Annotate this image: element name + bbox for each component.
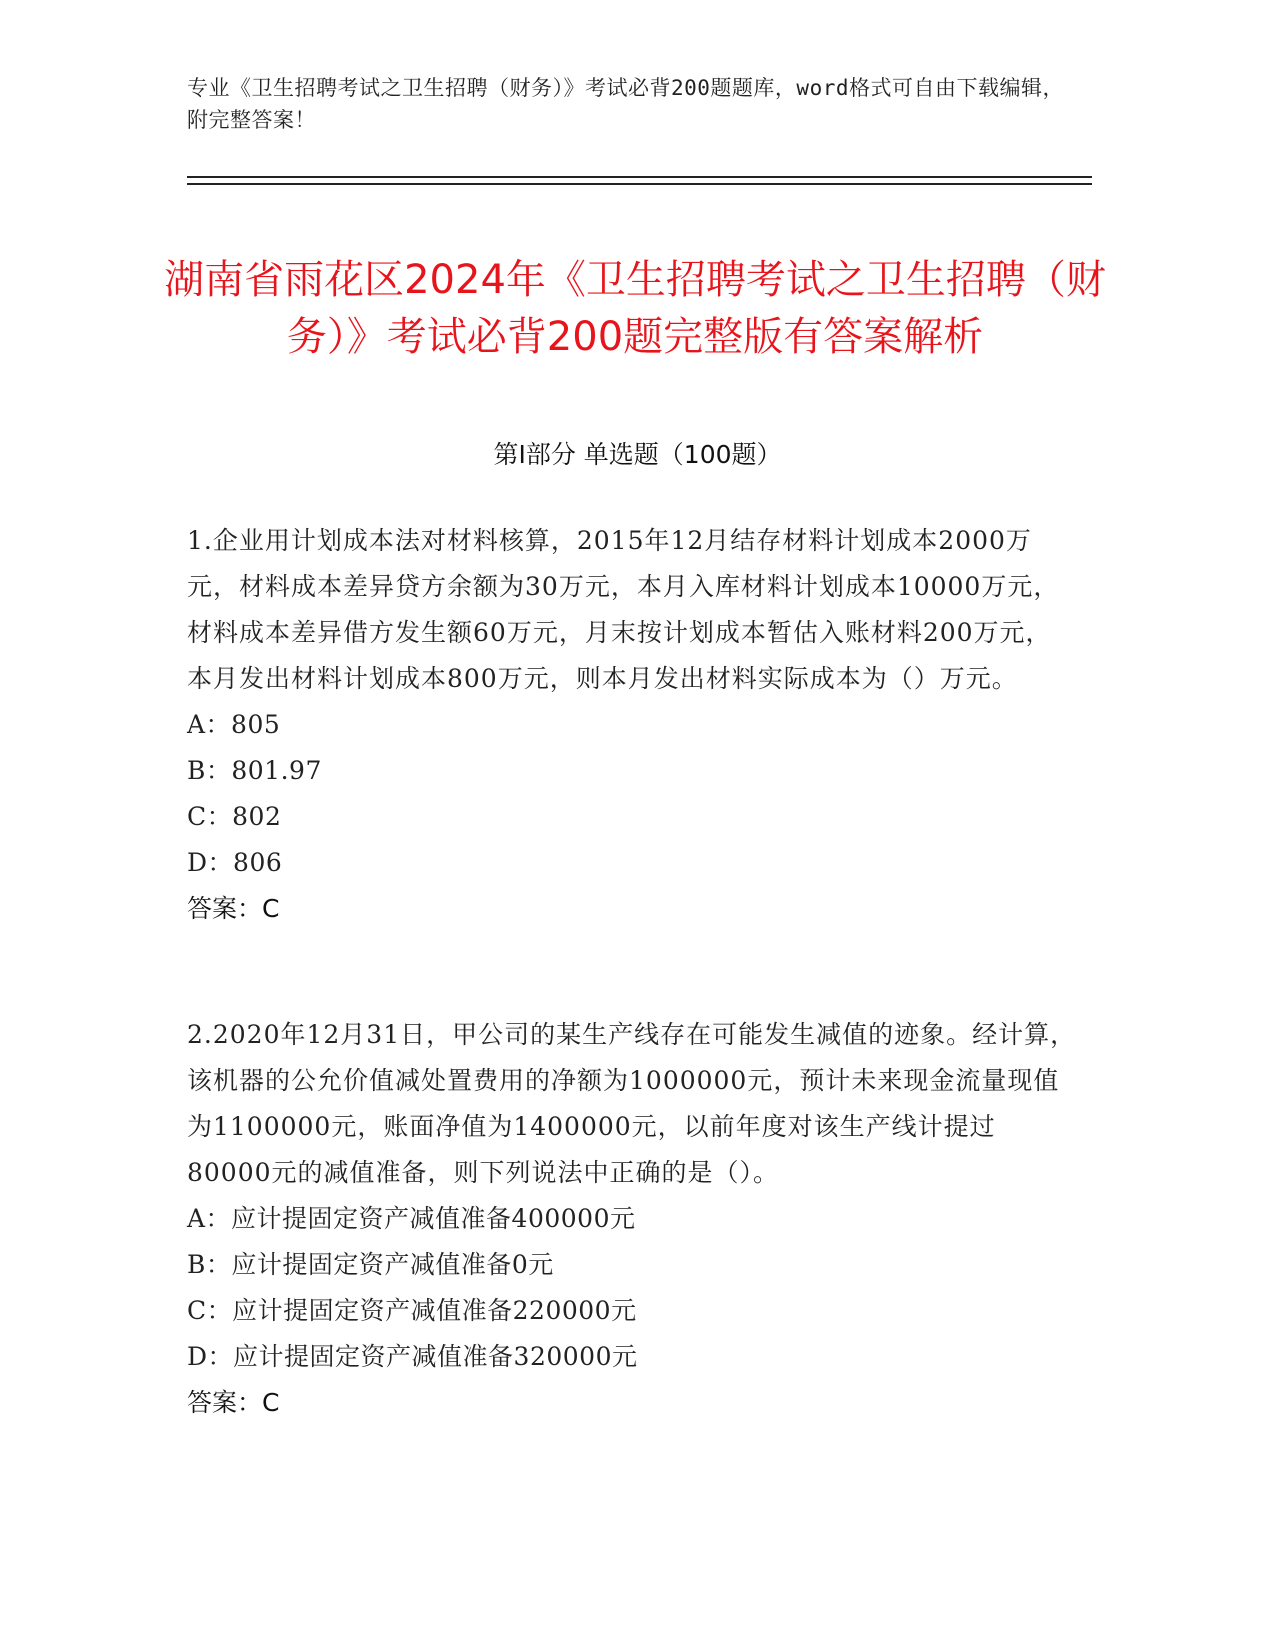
option-d: D：应计提固定资产减值准备320000元 <box>187 1342 638 1371</box>
option-a: A：应计提固定资产减值准备400000元 <box>187 1204 636 1233</box>
header-divider-top <box>187 176 1092 178</box>
question-1 <box>187 518 1077 932</box>
option-c: C：应计提固定资产减值准备220000元 <box>187 1296 637 1325</box>
question-2 <box>187 1012 1077 1426</box>
option-c: C：802 <box>187 802 282 831</box>
header-divider-bottom <box>187 183 1092 185</box>
option-b: B：801.97 <box>187 756 322 785</box>
option-b: B：应计提固定资产减值准备0元 <box>187 1250 554 1279</box>
section-heading: 第I部分 单选题（100题） <box>493 440 782 469</box>
option-a: A：805 <box>187 710 281 739</box>
answer: 答案：C <box>187 1388 280 1417</box>
document-title: 湖南省雨花区2024年《卫生招聘考试之卫生招聘（财务）》考试必背200题完整版有答案解析 <box>164 256 1106 360</box>
question-stem: 1.企业用计划成本法对材料核算，2015年12月结存材料计划成本2000万元，材料成本差异贷方余额为30万元，本月入库材料计划成本10000万元，材料成本差异借方发生额60万元，月末按计划成本暂估入账材料200万元，本月发出材料计划成本800万元，则本月发出材料实际成本为（）万元。 <box>187 526 1060 693</box>
header-note: 专业《卫生招聘考试之卫生招聘（财务）》考试必背200题题库，word格式可自由下载编辑，附完整答案！ <box>187 76 1064 132</box>
option-d: D：806 <box>187 848 283 877</box>
question-stem: 2.2020年12月31日，甲公司的某生产线存在可能发生减值的迹象。经计算，该机器的公允价值减处置费用的净额为1000000元，预计未来现金流量现值为1100000元，账面净值为1400000元，以前年度对该生产线计提过80000元的减值准备，则下列说法中正确的是（）。 <box>187 1020 1077 1187</box>
answer: 答案：C <box>187 894 280 923</box>
